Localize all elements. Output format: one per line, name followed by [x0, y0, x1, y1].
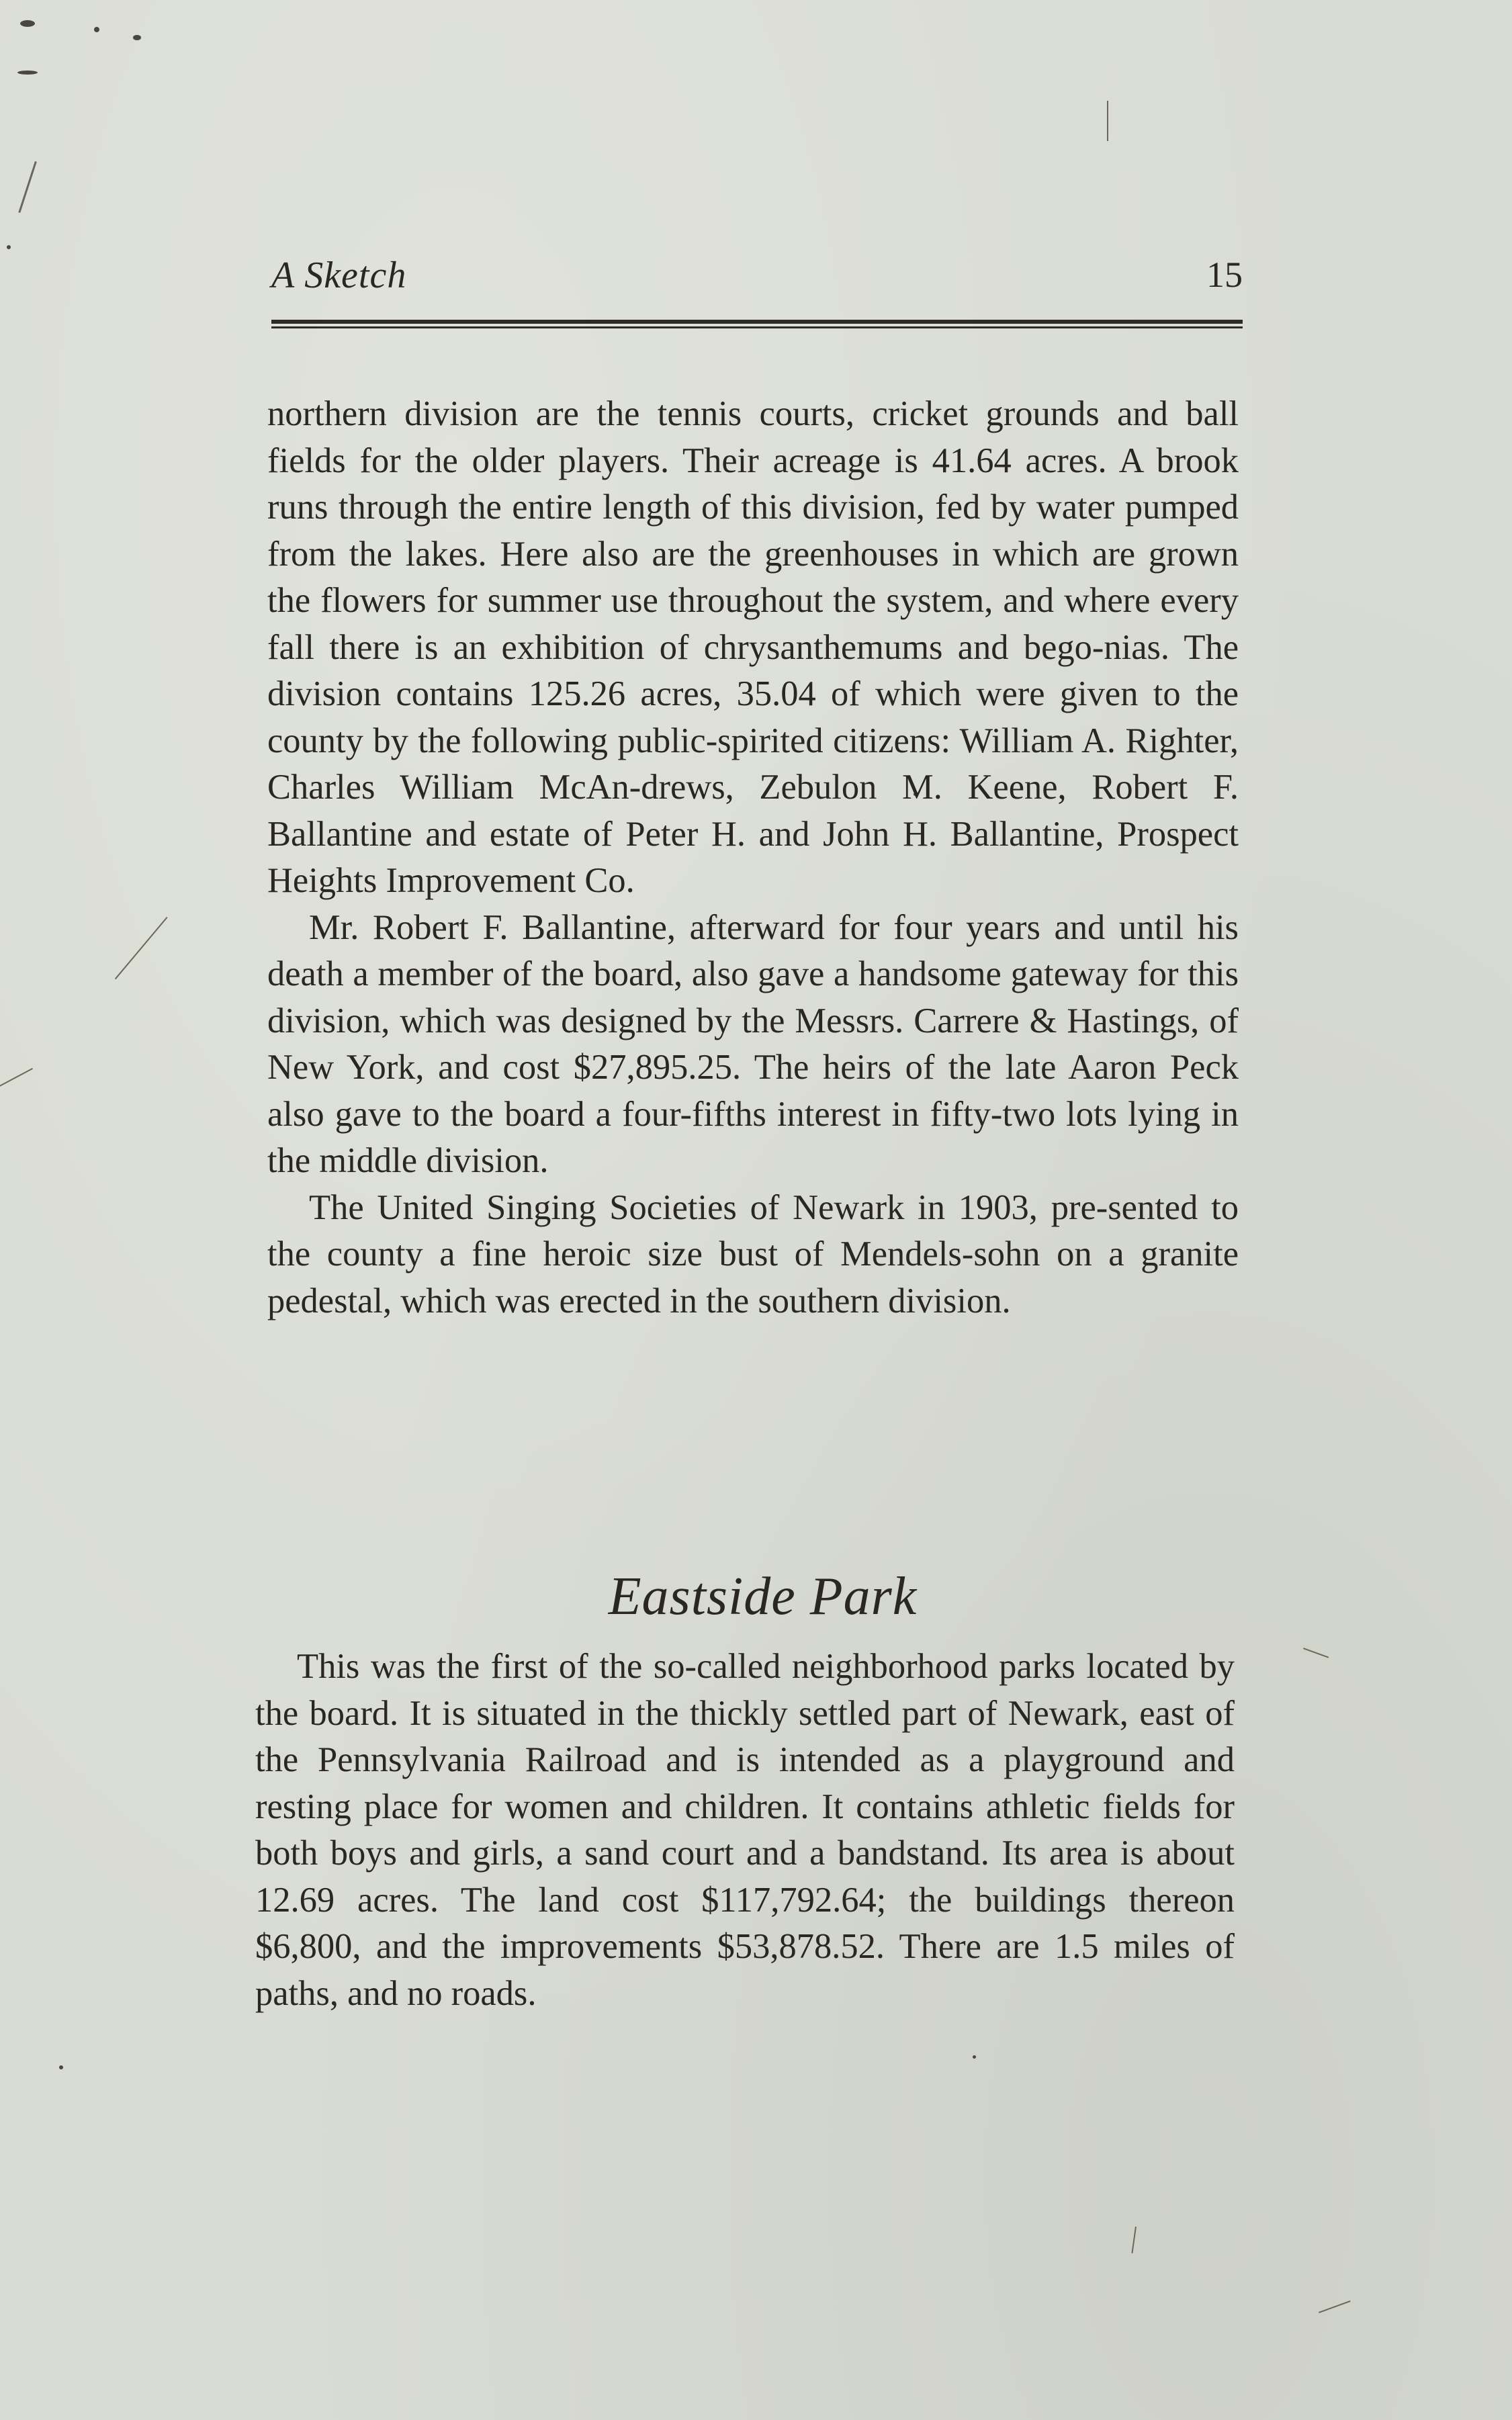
paper-scratch — [18, 161, 37, 213]
body-text-block — [267, 391, 1239, 1325]
page-header — [271, 254, 1243, 301]
paragraph: This was the first of the so-called neighborhood parks located by the board. It is situated in the thickly settled part of Newark, east of the Pennsylvania Railroad and is intended as a playground and resting place for women and children. It contains athletic fields for both boys and girls, a sand court and a bandstand. Its area is about 12.69 acres. The land cost $117,792.64; the buildings thereon $6,800, and the improvements $53,878.52. There are 1.5 miles of paths, and no roads. — [255, 1647, 1235, 2013]
paper-scratch — [1131, 2227, 1137, 2253]
paper-scratch — [115, 917, 168, 979]
paragraph: The United Singing Societies of Newark in 1903, pre-sented to the county a fine heroic size bust of Mendels-sohn on a granite pedestal, which was erected in the southern division. — [267, 1187, 1239, 1320]
ink-speck — [20, 20, 35, 27]
ink-speck — [7, 245, 11, 249]
paper-scratch — [1319, 2300, 1351, 2313]
header-rule-thin — [271, 326, 1243, 328]
ink-speck — [973, 2055, 976, 2059]
paragraph: northern division are the tennis courts, cricket grounds and ball fields for the older players. Their acreage is 41.64 acres. A brook runs through the entire length of this division, fed by water pumped from the lakes. Here also are the greenhouses in which are grown the flowers for summer use throughout the system, and where every fall there is an exhibition of chrysanthemums and bego-nias. The division contains 125.26 acres, 35.04 of which were given to the county by the following public-spirited citizens: William A. Righter, Charles William McAn-drews, Zebulon M. Keene, Robert F. Ballantine and estate of Peter H. and John H. Ballantine, Prospect Heights Improvement Co. — [267, 394, 1239, 900]
ink-speck — [133, 35, 141, 40]
section-body-text — [255, 1644, 1235, 2017]
ink-speck — [17, 71, 38, 75]
section-heading: Eastside Park — [608, 1567, 918, 1626]
ink-speck — [94, 27, 99, 32]
paragraph: Mr. Robert F. Ballantine, afterward for four years and until his death a member of the board, also gave a handsome gateway for this division, which was designed by the Messrs. Carrere & Hastings, of New York, and cost $27,895.25. The heirs of the late Aaron Peck also gave to the board a four-fifths interest in fifty-two lots lying in the middle division. — [267, 907, 1239, 1180]
running-title: A Sketch — [271, 255, 407, 296]
header-rule-thick — [271, 320, 1243, 324]
ink-speck — [59, 2065, 63, 2069]
paper-scratch — [1303, 1648, 1329, 1658]
paper-scratch — [1107, 101, 1108, 141]
page-number: 15 — [1206, 255, 1243, 295]
paper-scratch — [0, 1068, 33, 1097]
